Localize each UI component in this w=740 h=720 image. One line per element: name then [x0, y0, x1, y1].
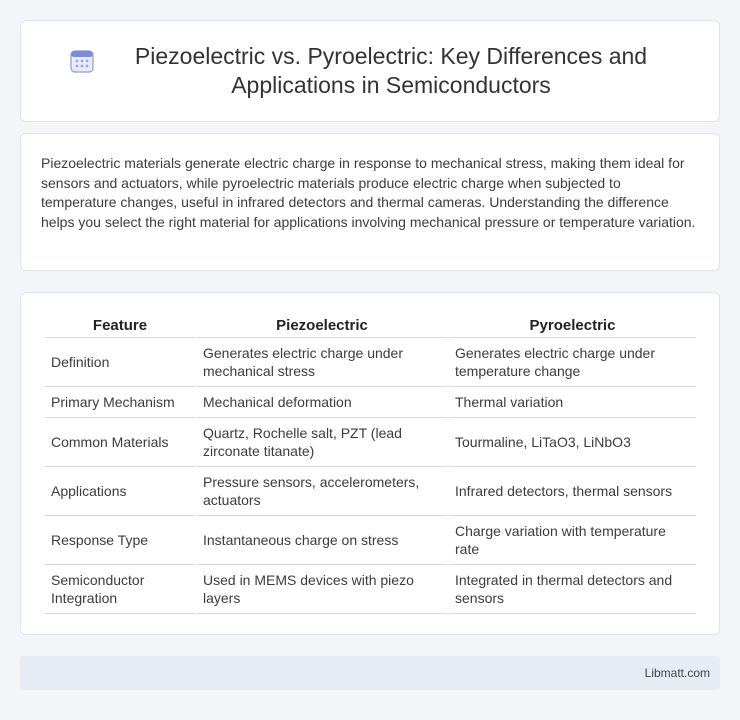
cell-piezoelectric: Mechanical deformation	[197, 387, 447, 418]
cell-feature: Response Type	[45, 516, 195, 565]
title-card	[20, 20, 720, 122]
cell-pyroelectric: Charge variation with temperature rate	[449, 516, 696, 565]
cell-piezoelectric: Instantaneous charge on stress	[197, 516, 447, 565]
footer-site-link[interactable]: Libmatt.com	[644, 666, 710, 680]
table-row	[45, 387, 696, 418]
cell-pyroelectric: Tourmaline, LiTaO3, LiNbO3	[449, 418, 696, 467]
cell-feature: Primary Mechanism	[45, 387, 195, 418]
title-wrap	[69, 42, 671, 100]
cell-feature: Semiconductor Integration	[45, 565, 195, 614]
intro-card	[20, 133, 720, 271]
intro-paragraph: Piezoelectric materials generate electric charge in response to mechanical stress, making them ideal for sensors and actuators, while pyroelectric materials produce electric charge when subjected to temperature changes, useful in infrared detectors and thermal cameras. Understanding the difference helps you select the right material for applications involving mechanical pressure or temperature variation.	[41, 155, 696, 230]
header-feature: Feature	[45, 315, 195, 338]
cell-pyroelectric: Integrated in thermal detectors and sensors	[449, 565, 696, 614]
cell-piezoelectric: Pressure sensors, accelerometers, actuators	[197, 467, 447, 516]
cell-piezoelectric: Generates electric charge under mechanical stress	[197, 338, 447, 387]
table-row	[45, 516, 696, 565]
table-row	[45, 338, 696, 387]
cell-piezoelectric: Quartz, Rochelle salt, PZT (lead zirconate titanate)	[197, 418, 447, 467]
footer-bar	[20, 656, 720, 690]
header-pyroelectric: Pyroelectric	[449, 315, 696, 338]
page-title: Piezoelectric vs. Pyroelectric: Key Differences and Applications in Semiconductors	[134, 43, 648, 98]
header-piezoelectric: Piezoelectric	[197, 315, 447, 338]
comparison-table-card	[20, 292, 720, 635]
cell-piezoelectric: Used in MEMS devices with piezo layers	[197, 565, 447, 614]
cell-feature: Common Materials	[45, 418, 195, 467]
table-row	[45, 565, 696, 614]
calendar-icon	[69, 48, 95, 74]
cell-pyroelectric: Thermal variation	[449, 387, 696, 418]
table-row	[45, 418, 696, 467]
cell-feature: Applications	[45, 467, 195, 516]
table-row	[45, 467, 696, 516]
cell-pyroelectric: Infrared detectors, thermal sensors	[449, 467, 696, 516]
cell-pyroelectric: Generates electric charge under temperature change	[449, 338, 696, 387]
cell-feature: Definition	[45, 338, 195, 387]
table-header-row	[45, 315, 696, 338]
comparison-table	[43, 315, 698, 614]
